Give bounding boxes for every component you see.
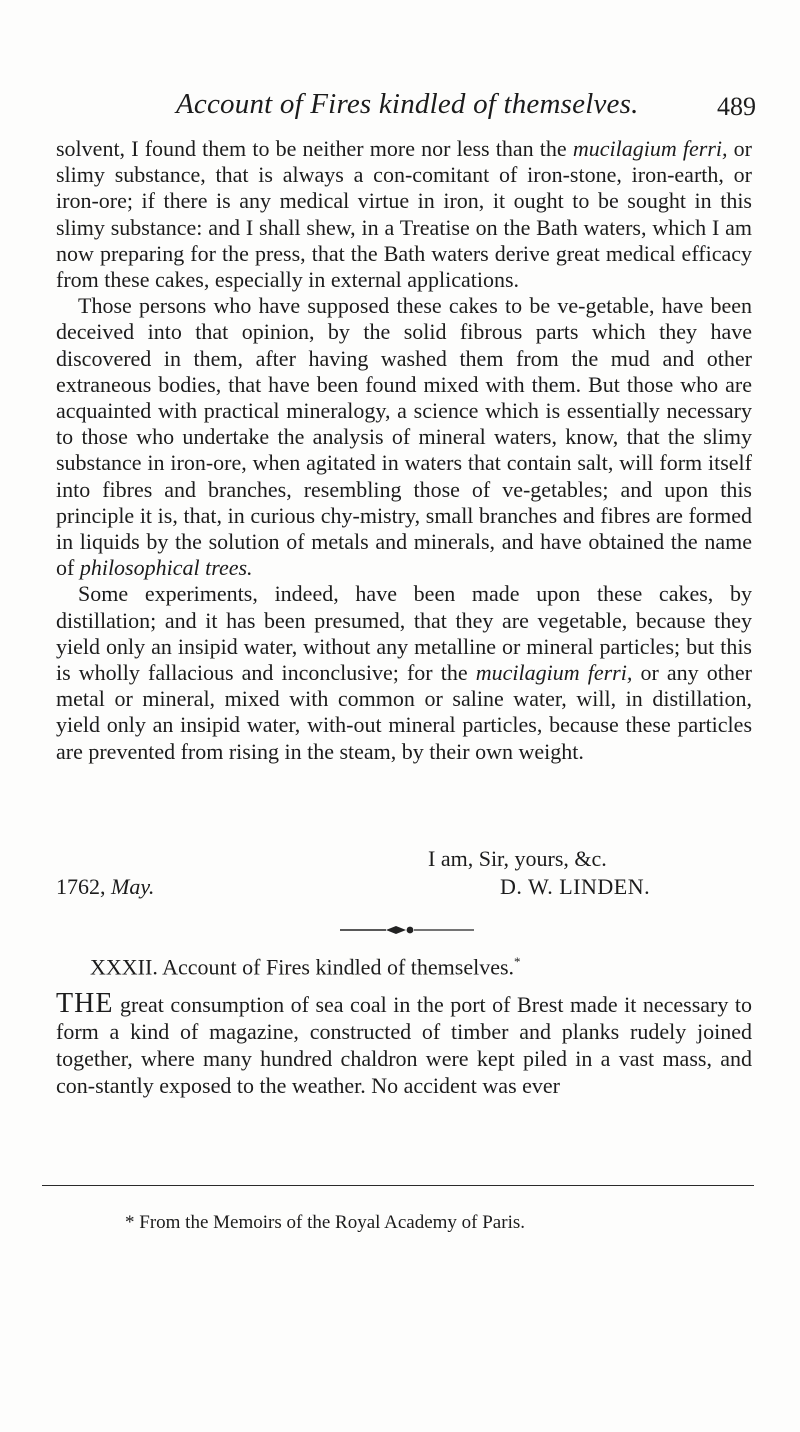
- footnote: [125, 1212, 525, 1234]
- letter-date: [56, 874, 154, 900]
- closing-line: I am, Sir, yours, &c.: [428, 846, 607, 871]
- running-title: Account of Fires kindled of themselves.: [176, 88, 639, 120]
- drop-cap: THE: [56, 988, 114, 1019]
- section-body: [56, 990, 752, 1099]
- footnote-marker: *: [125, 1212, 135, 1233]
- date-month: May.: [111, 874, 155, 899]
- paragraph-1-text-b: or slimy substance, that is always a con-comitant of iron-stone, iron-earth, or iron-ore; if there is any medical virtue in iron, it ought to be sought in this slimy substance: and I shall shew, in a Treatise on the Bath waters, which I am now preparing for the press, that the Bath waters derive great medical efficacy from these cakes, especially in external applications.: [56, 136, 753, 293]
- section-body-text: great consumption of sea coal in the port of Brest made it necessary to form a kind of magazine, constructed of timber and planks rudely joined together, where many hundred chaldron were kept piled in a vast mass, and con-stantly exposed to the weather. No accident was ever: [56, 992, 752, 1098]
- paragraph-3: [56, 581, 752, 764]
- section-heading: [90, 954, 730, 980]
- latin-term-2: mucilagium ferri,: [475, 660, 633, 686]
- paragraph-1: [56, 136, 752, 293]
- ornament-divider-icon: [340, 924, 474, 936]
- date-year: 1762,: [56, 874, 106, 899]
- philosophical-trees-term: philosophical trees.: [79, 555, 253, 581]
- section-heading-text: XXXII. Account of Fires kindled of themselves.: [90, 954, 515, 980]
- letter-author: D. W. LINDEN.: [500, 874, 651, 899]
- page-number: 489: [717, 92, 756, 121]
- footnote-rule: [42, 1185, 754, 1186]
- letter-body: [56, 136, 752, 765]
- footnote-text: From the Memoirs of the Royal Academy of Paris.: [139, 1212, 525, 1233]
- paragraph-3-text-a: Some experiments, indeed, have been made upon these cakes, by distillation; and it has been presumed, that they are vegetable, because they yield only an insipid water, without any metalline or mineral particles; but this is wholly fallacious and inconclusive; for the: [56, 581, 752, 686]
- paragraph-2: [56, 293, 752, 581]
- paragraph-2-text: Those persons who have supposed these cakes to be ve-getable, have been deceived into that opinion, by the solid fibrous parts which they have discovered in them, after having washed them from the mud and other extraneous bodies, that have been found mixed with them. But those who are acquainted with practical mineralogy, a science which is essentially necessary to those who undertake the analysis of mineral waters, know, that the slimy substance in iron-ore, when agitated in waters that contain salt, will form itself into fibres and branches, resembling those of ve-getables; and upon this principle it is, that, in curious chy-mistry, small branches and fibres are formed in liquids by the solution of metals and minerals, and have obtained the name of: [56, 293, 752, 581]
- running-head: [56, 88, 756, 128]
- heading-footnote-marker: *: [514, 954, 521, 969]
- letter-signoff: [56, 846, 752, 900]
- paragraph-1-text-a: solvent, I found them to be neither more nor less than the: [56, 136, 573, 161]
- paragraph-3-text-b: or any other metal or mineral, mixed with common or saline water, will, in distillation, yield only an insipid water, with-out mineral particles, because these particles are prevented from rising in the steam, by their own weight.: [56, 660, 752, 764]
- latin-term: mucilagium ferri,: [572, 136, 728, 161]
